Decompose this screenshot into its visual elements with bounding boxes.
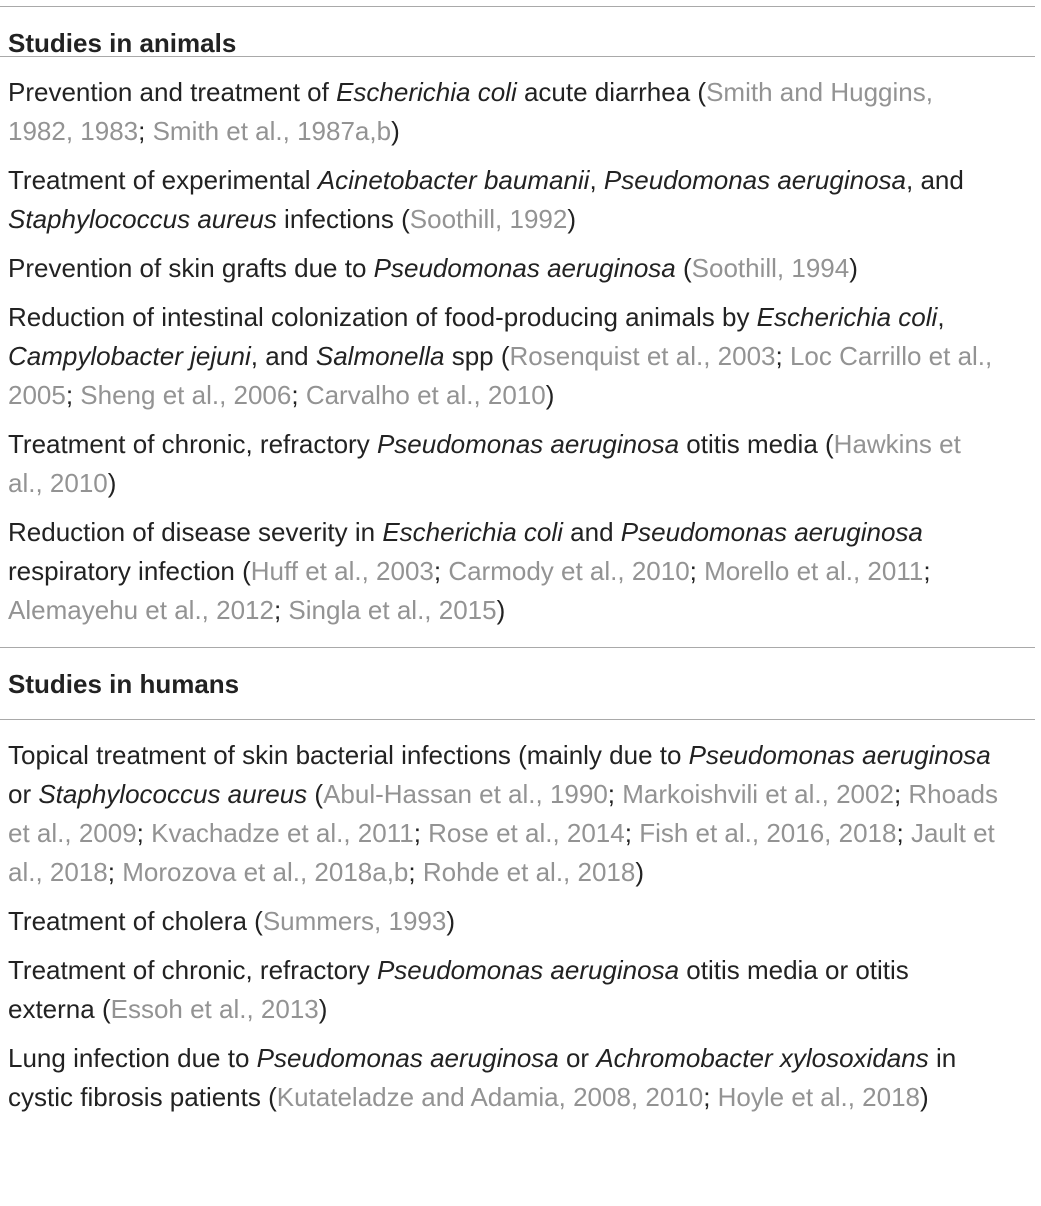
table-row: [0, 73, 998, 161]
reference-citation: Hoyle et al., 2018: [717, 1082, 921, 1112]
reference-citation: Fish et al., 2016, 2018: [639, 818, 897, 848]
row-text: ;: [408, 857, 423, 887]
row-text: ;: [433, 556, 449, 586]
row-text: ;: [893, 779, 909, 809]
reference-citation: Summers, 1993: [262, 906, 447, 936]
table-row: [0, 902, 998, 951]
species-name: Escherichia coli: [382, 517, 563, 547]
species-name: Pseudomonas aeruginosa: [620, 517, 923, 547]
row-text: Lung infection due to: [8, 1043, 257, 1073]
row-text: ,: [937, 302, 945, 332]
row-text: Prevention and treatment of: [8, 77, 337, 107]
reference-citation: Rose et al., 2014: [428, 818, 625, 848]
section-rows: [0, 720, 1035, 1127]
row-text: , and: [906, 165, 964, 195]
reference-citation: Soothill, 1992: [409, 204, 568, 234]
species-name: Escherichia coli: [336, 77, 517, 107]
species-name: Acinetobacter baumanii: [317, 165, 590, 195]
row-text: and: [562, 517, 621, 547]
reference-citation: Rosenquist et al., 2003: [509, 341, 776, 371]
row-text: Prevention of skin grafts due to: [8, 253, 374, 283]
reference-citation: Soothill, 1994: [691, 253, 850, 283]
row-text: respiratory infection (: [8, 556, 251, 586]
table-row: [0, 249, 998, 298]
row-text: otitis media or otitis externa (: [8, 955, 909, 1024]
species-name: Campylobacter jejuni: [8, 341, 251, 371]
table-row: [0, 951, 998, 1039]
reference-citation: Huff et al., 2003: [250, 556, 434, 586]
reference-citation: Markoishvili et al., 2002: [622, 779, 894, 809]
section-rows: [0, 57, 1035, 640]
section-animals: [0, 7, 1035, 640]
reference-citation: Smith et al., 1987a,b: [152, 116, 392, 146]
row-text: otitis media (: [679, 429, 834, 459]
section-heading: Studies in animals: [8, 28, 237, 58]
reference-citation: Hawkins et al., 2010: [8, 429, 961, 498]
table-row: [0, 513, 998, 640]
species-name: Staphylococcus aureus: [38, 779, 308, 809]
row-text: Treatment of chronic, refractory: [8, 955, 377, 985]
row-text: ;: [291, 380, 306, 410]
reference-citation: Rohde et al., 2018: [422, 857, 636, 887]
species-name: Pseudomonas aeruginosa: [376, 429, 680, 459]
row-text: ;: [136, 818, 152, 848]
reference-citation: Alemayehu et al., 2012: [8, 595, 274, 625]
row-text: ;: [775, 341, 790, 371]
reference-citation: Jault et al., 2018: [8, 818, 995, 887]
reference-citation: Loc Carrillo et al., 2005: [8, 341, 993, 410]
reference-citation: Morozova et al., 2018a,b: [122, 857, 409, 887]
row-text: ): [635, 857, 645, 887]
row-text: Topical treatment of skin bacterial infections (mainly due to: [8, 740, 689, 770]
species-name: Achromobacter xylosoxidans: [596, 1043, 929, 1073]
row-text: ): [107, 468, 117, 498]
row-text: ): [446, 906, 456, 936]
row-text: , and: [250, 341, 316, 371]
row-text: spp (: [444, 341, 510, 371]
row-text: ): [318, 994, 328, 1024]
table-row: [0, 425, 998, 513]
row-text: ;: [703, 1082, 718, 1112]
row-text: Treatment of cholera (: [8, 906, 263, 936]
table-row: [0, 161, 998, 249]
reference-citation: Kvachadze et al., 2011: [151, 818, 414, 848]
row-text: ;: [624, 818, 640, 848]
row-text: ;: [65, 380, 81, 410]
reference-citation: Kutateladze and Adamia, 2008, 2010: [276, 1082, 704, 1112]
row-text: (: [307, 779, 324, 809]
row-text: Reduction of intestinal colonization of food-producing animals by: [8, 302, 757, 332]
row-text: ): [545, 380, 555, 410]
row-text: Treatment of chronic, refractory: [8, 429, 377, 459]
row-text: ;: [138, 116, 153, 146]
species-name: Escherichia coli: [756, 302, 938, 332]
row-text: ): [849, 253, 858, 283]
species-name: Salmonella: [315, 341, 445, 371]
row-text: or: [8, 779, 39, 809]
reference-citation: Carmody et al., 2010: [448, 556, 690, 586]
table-row: [0, 298, 998, 425]
species-name: Pseudomonas aeruginosa: [603, 165, 907, 195]
section-humans: [0, 648, 1035, 1127]
species-name: Pseudomonas aeruginosa: [688, 740, 991, 770]
reference-citation: Essoh et al., 2013: [110, 994, 319, 1024]
species-name: Staphylococcus aureus: [8, 204, 277, 234]
row-text: Reduction of disease severity in: [8, 517, 383, 547]
row-text: ;: [413, 818, 429, 848]
reference-citation: Sheng et al., 2006: [80, 380, 292, 410]
row-text: acute diarrhea (: [516, 77, 707, 107]
row-text: ;: [607, 779, 623, 809]
row-text: ): [920, 1082, 929, 1112]
row-text: ): [496, 595, 506, 625]
row-text: in cystic fibrosis patients (: [8, 1043, 957, 1112]
table-row: [0, 1039, 998, 1127]
reference-citation: Morello et al., 2011: [704, 556, 924, 586]
row-text: Treatment of experimental: [8, 165, 318, 195]
section-heading: Studies in humans: [8, 669, 240, 699]
row-text: ;: [107, 857, 123, 887]
reference-citation: Carvalho et al., 2010: [305, 380, 546, 410]
reference-citation: Rhoads et al., 2009: [8, 779, 999, 848]
row-text: ;: [923, 556, 931, 586]
reference-citation: Smith and Huggins, 1982, 1983: [8, 77, 933, 146]
row-text: ,: [589, 165, 604, 195]
reference-citation: Abul-Hassan et al., 1990: [323, 779, 608, 809]
row-text: ;: [689, 556, 705, 586]
row-text: ): [391, 116, 400, 146]
row-text: ): [567, 204, 577, 234]
row-text: or: [558, 1043, 597, 1073]
table-row: [0, 736, 998, 902]
row-text: (: [675, 253, 692, 283]
reference-citation: Singla et al., 2015: [288, 595, 497, 625]
species-name: Pseudomonas aeruginosa: [376, 955, 680, 985]
row-text: ;: [273, 595, 289, 625]
species-name: Pseudomonas aeruginosa: [373, 253, 676, 283]
row-text: ;: [896, 818, 911, 848]
species-name: Pseudomonas aeruginosa: [256, 1043, 559, 1073]
row-text: infections (: [276, 204, 410, 234]
